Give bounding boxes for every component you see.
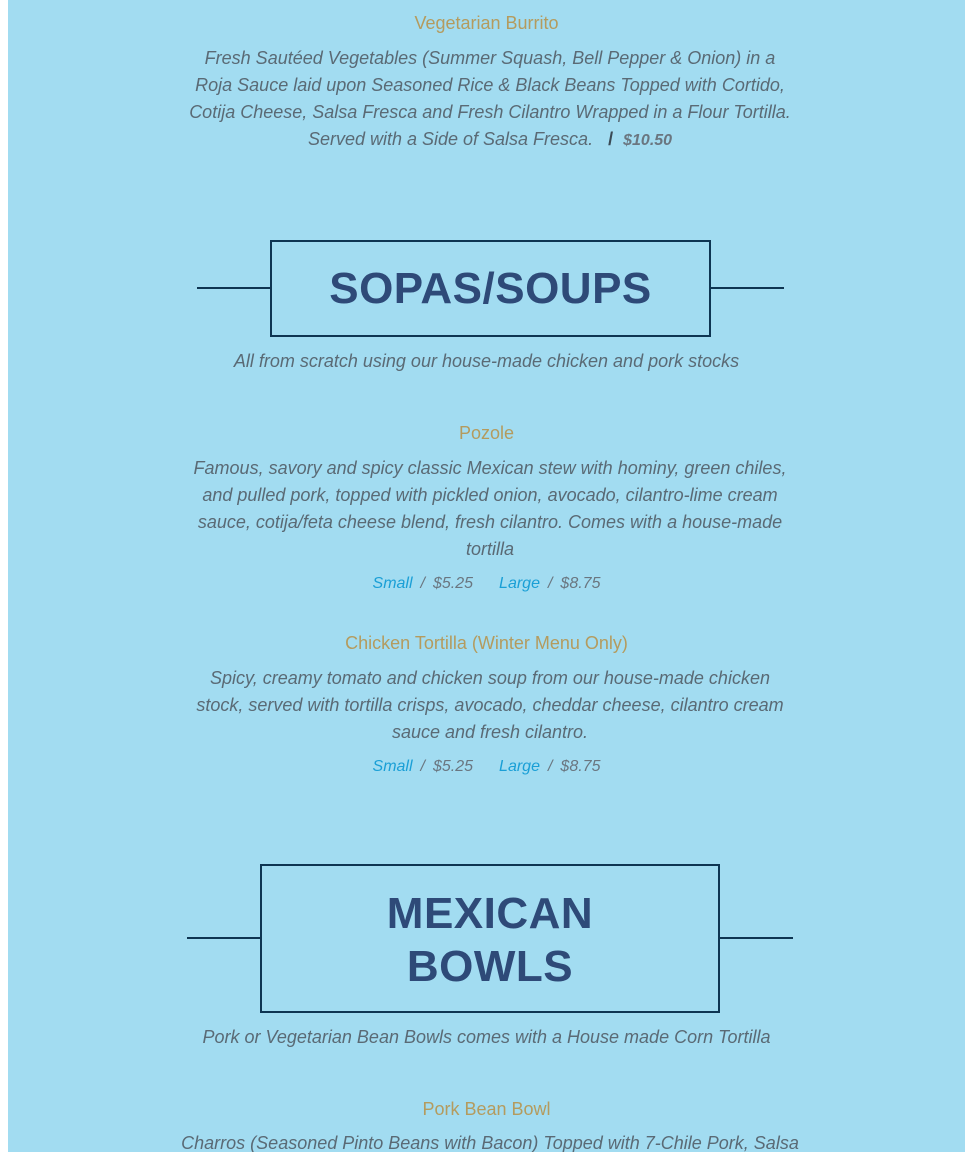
size-small-label: Small — [372, 758, 413, 775]
menu-item-title: Vegetarian Burrito — [414, 13, 559, 33]
section-subtitle: Pork or Vegetarian Bean Bowls comes with a House made Corn Tortilla — [202, 1027, 771, 1047]
menu-item-sizes — [8, 574, 965, 594]
size-large-price: $8.75 — [560, 758, 601, 775]
section-divider-left — [187, 937, 262, 939]
menu-item-title: Chicken Tortilla (Winter Menu Only) — [345, 633, 628, 653]
menu-item-title: Pork Bean Bowl — [422, 1099, 551, 1119]
section-title-line2: BOWLS — [406, 942, 574, 991]
section-divider-right — [709, 287, 784, 289]
section-title-line1: MEXICAN — [386, 889, 594, 938]
size-separator: / — [420, 758, 425, 775]
size-small-label: Small — [372, 575, 413, 592]
size-large-label: Large — [499, 758, 540, 775]
size-small-price: $5.25 — [433, 758, 474, 775]
size-separator: / — [547, 575, 553, 592]
size-large-price: $8.75 — [560, 575, 601, 592]
description-text: Fresh Sautéed Vegetables (Summer Squash, Bell Pepper & Onion) in a Roja Sauce laid upon Seasoned Rice & Black Beans Topped with Cortido, Cotija Cheese, Salsa Fresca and Fresh Cilantro Wrapped in a Flour Tortilla. Served with a Side of Salsa Fresca. — [189, 48, 791, 149]
section-divider-left — [197, 287, 272, 289]
section-header-box — [270, 240, 711, 337]
menu-item-description: Charros (Seasoned Pinto Beans with Bacon) Topped with 7-Chile Pork, Salsa — [181, 1133, 799, 1152]
section-subtitle: All from scratch using our house-made chicken and pork stocks — [233, 351, 740, 371]
menu-item-price: $10.50 — [623, 132, 673, 149]
price-separator: / — [608, 129, 614, 149]
menu-item-sizes — [8, 757, 965, 777]
menu-item-description: Famous, savory and spicy classic Mexican stew with hominy, green chiles, and pulled pork, topped with pickled onion, avocado, cilantro-lime cream sauce, cotija/feta cheese blend, fresh cilantro. Comes with a house-made tortilla — [193, 458, 787, 559]
section-header-box — [260, 864, 720, 1013]
size-large-label: Large — [499, 575, 540, 592]
size-separator: / — [420, 575, 425, 592]
menu-item-description — [185, 45, 795, 154]
section-divider-right — [718, 937, 793, 939]
menu-page — [8, 0, 965, 1152]
size-separator: / — [547, 758, 553, 775]
menu-item-title: Pozole — [458, 423, 515, 443]
size-small-price: $5.25 — [433, 575, 474, 592]
menu-item-description: Spicy, creamy tomato and chicken soup from our house-made chicken stock, served with tortilla crisps, avocado, cheddar cheese, cilantro cream sauce and fresh cilantro. — [196, 668, 784, 742]
section-title: SOPAS/SOUPS — [329, 264, 652, 313]
